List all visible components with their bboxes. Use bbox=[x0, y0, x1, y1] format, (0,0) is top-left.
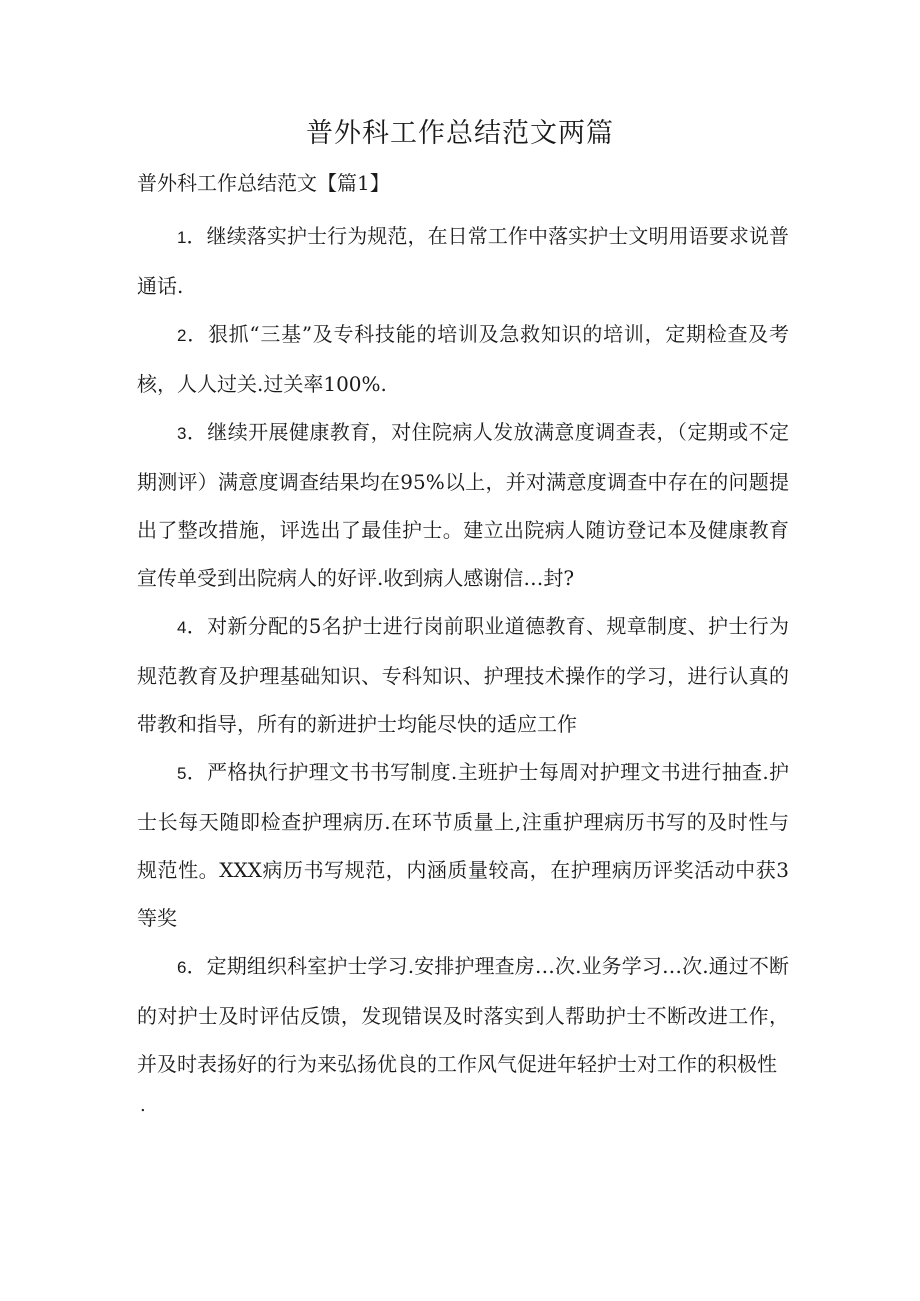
item-number: 1 bbox=[177, 228, 187, 247]
list-item-4 bbox=[137, 602, 789, 748]
list-item-3 bbox=[137, 408, 789, 602]
item-number: 2 bbox=[177, 326, 187, 345]
item-number: 6 bbox=[177, 958, 187, 977]
list-item-2 bbox=[137, 310, 789, 408]
item-text: ．严格执行护理文书书写制度.主班护士每周对护理文书进行抽查.护士长每天随即检查护理病历.在环节质量上,注重护理病历书写的及时性与规范性。XXX病历书写规范，内涵质量较高，在护理病历评奖活动中获3等奖 bbox=[137, 760, 789, 930]
document-title: 普外科工作总结范文两篇 bbox=[306, 118, 614, 149]
item-text: ．对新分配的5名护士进行岗前职业道德教育、规章制度、护士行为规范教育及护理基础知识、专科知识、护理技术操作的学习，进行认真的带教和指导，所有的新进护士均能尽快的适应工作 bbox=[137, 614, 789, 736]
list-item-6 bbox=[137, 942, 789, 1088]
item-text: ．定期组织科室护士学习.安排护理查房…次.业务学习…次.通过不断的对护士及时评估反馈，发现错误及时落实到人帮助护士不断改进工作，并及时表扬好的行为来弘扬优良的工作风气促进年轻护士对工作的积极性 bbox=[137, 954, 789, 1076]
item-text: ．继续落实护士行为规范，在日常工作中落实护士文明用语要求说普通话. bbox=[137, 224, 789, 298]
list-item-1 bbox=[137, 212, 789, 310]
item-number: 5 bbox=[177, 764, 187, 783]
document-body bbox=[137, 212, 789, 1088]
item-text: ．继续开展健康教育，对住院病人发放满意度调查表，（定期或不定期测评）满意度调查结果均在95%以上，并对满意度调查中存在的问题提出了整改措施，评选出了最佳护士。建立出院病人随访登记本及健康教育宣传单受到出院病人的好评.收到病人感谢信…封? bbox=[137, 420, 789, 590]
item-number: 3 bbox=[177, 424, 187, 443]
trailing-period: . bbox=[140, 1095, 146, 1116]
list-item-5 bbox=[137, 748, 789, 942]
section-heading: 普外科工作总结范文【篇1】 bbox=[137, 171, 390, 195]
item-text: ．狠抓“三基”及专科技能的培训及急救知识的培训，定期检查及考核，人人过关.过关率100%. bbox=[137, 322, 789, 396]
item-number: 4 bbox=[177, 618, 187, 637]
